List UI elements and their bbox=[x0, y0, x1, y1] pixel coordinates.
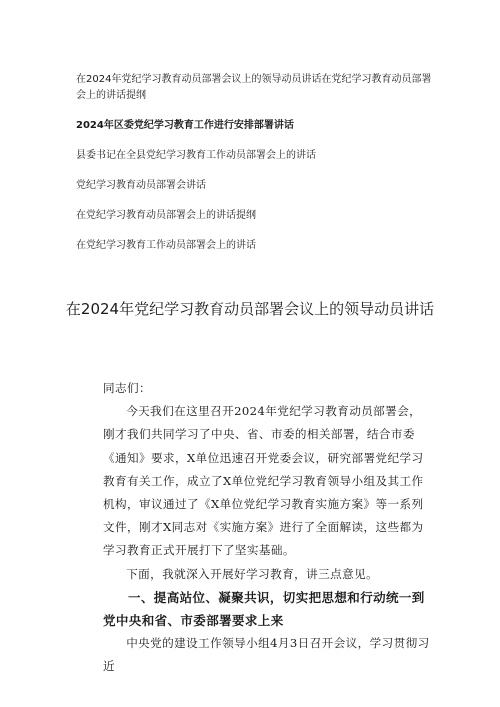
paragraph: 中央党的建设工作领导小组4月3日召开会议，学习贯彻习近 bbox=[103, 635, 430, 674]
document-body bbox=[103, 377, 433, 678]
paragraph: 下面，我就深入开展好学习教育，讲三点意见。 bbox=[126, 566, 379, 581]
toc-item[interactable]: 2024年区委党纪学习教育工作进行安排部署讲话 bbox=[76, 120, 294, 131]
toc-item[interactable]: 在2024年党纪学习教育动员部署会议上的领导动员讲话在党纪学习教育动员部署会上的讲话提纲 bbox=[76, 74, 432, 101]
paragraph: 今天我们在这里召开2024年党纪学习教育动员部署会，刚才我们共同学习了中央、省、市委的相关部署，结合市委《通知》要求，X单位迅速召开党委会议，研究部署党纪学习教育有关工作，成立了X单位党纪学习教育领导小组及其工作机构，审议通过了《X单位党纪学习教育实施方案》等一系列文件，刚才X同志对《实施方案》进行了全面解读，这些都为学习教育正式开展打下了坚实基础。 bbox=[103, 404, 424, 558]
salutation: 同志们： bbox=[103, 381, 151, 395]
toc-item[interactable]: 县委书记在全县党纪学习教育工作动员部署会上的讲话 bbox=[76, 150, 316, 161]
section-heading: 一、提高站位、凝聚共识，切实把思想和行动统一到党中央和省、市委部署要求上来 bbox=[103, 589, 425, 628]
toc-item[interactable]: 在党纪学习教育工作动员部署会上的讲话 bbox=[76, 240, 256, 251]
table-of-contents bbox=[76, 72, 436, 268]
toc-item[interactable]: 党纪学习教育动员部署会讲话 bbox=[76, 180, 206, 191]
toc-item[interactable]: 在党纪学习教育动员部署会上的讲话提纲 bbox=[76, 210, 256, 221]
document-title: 在2024年党纪学习教育动员部署会议上的领导动员讲话 bbox=[65, 300, 435, 318]
